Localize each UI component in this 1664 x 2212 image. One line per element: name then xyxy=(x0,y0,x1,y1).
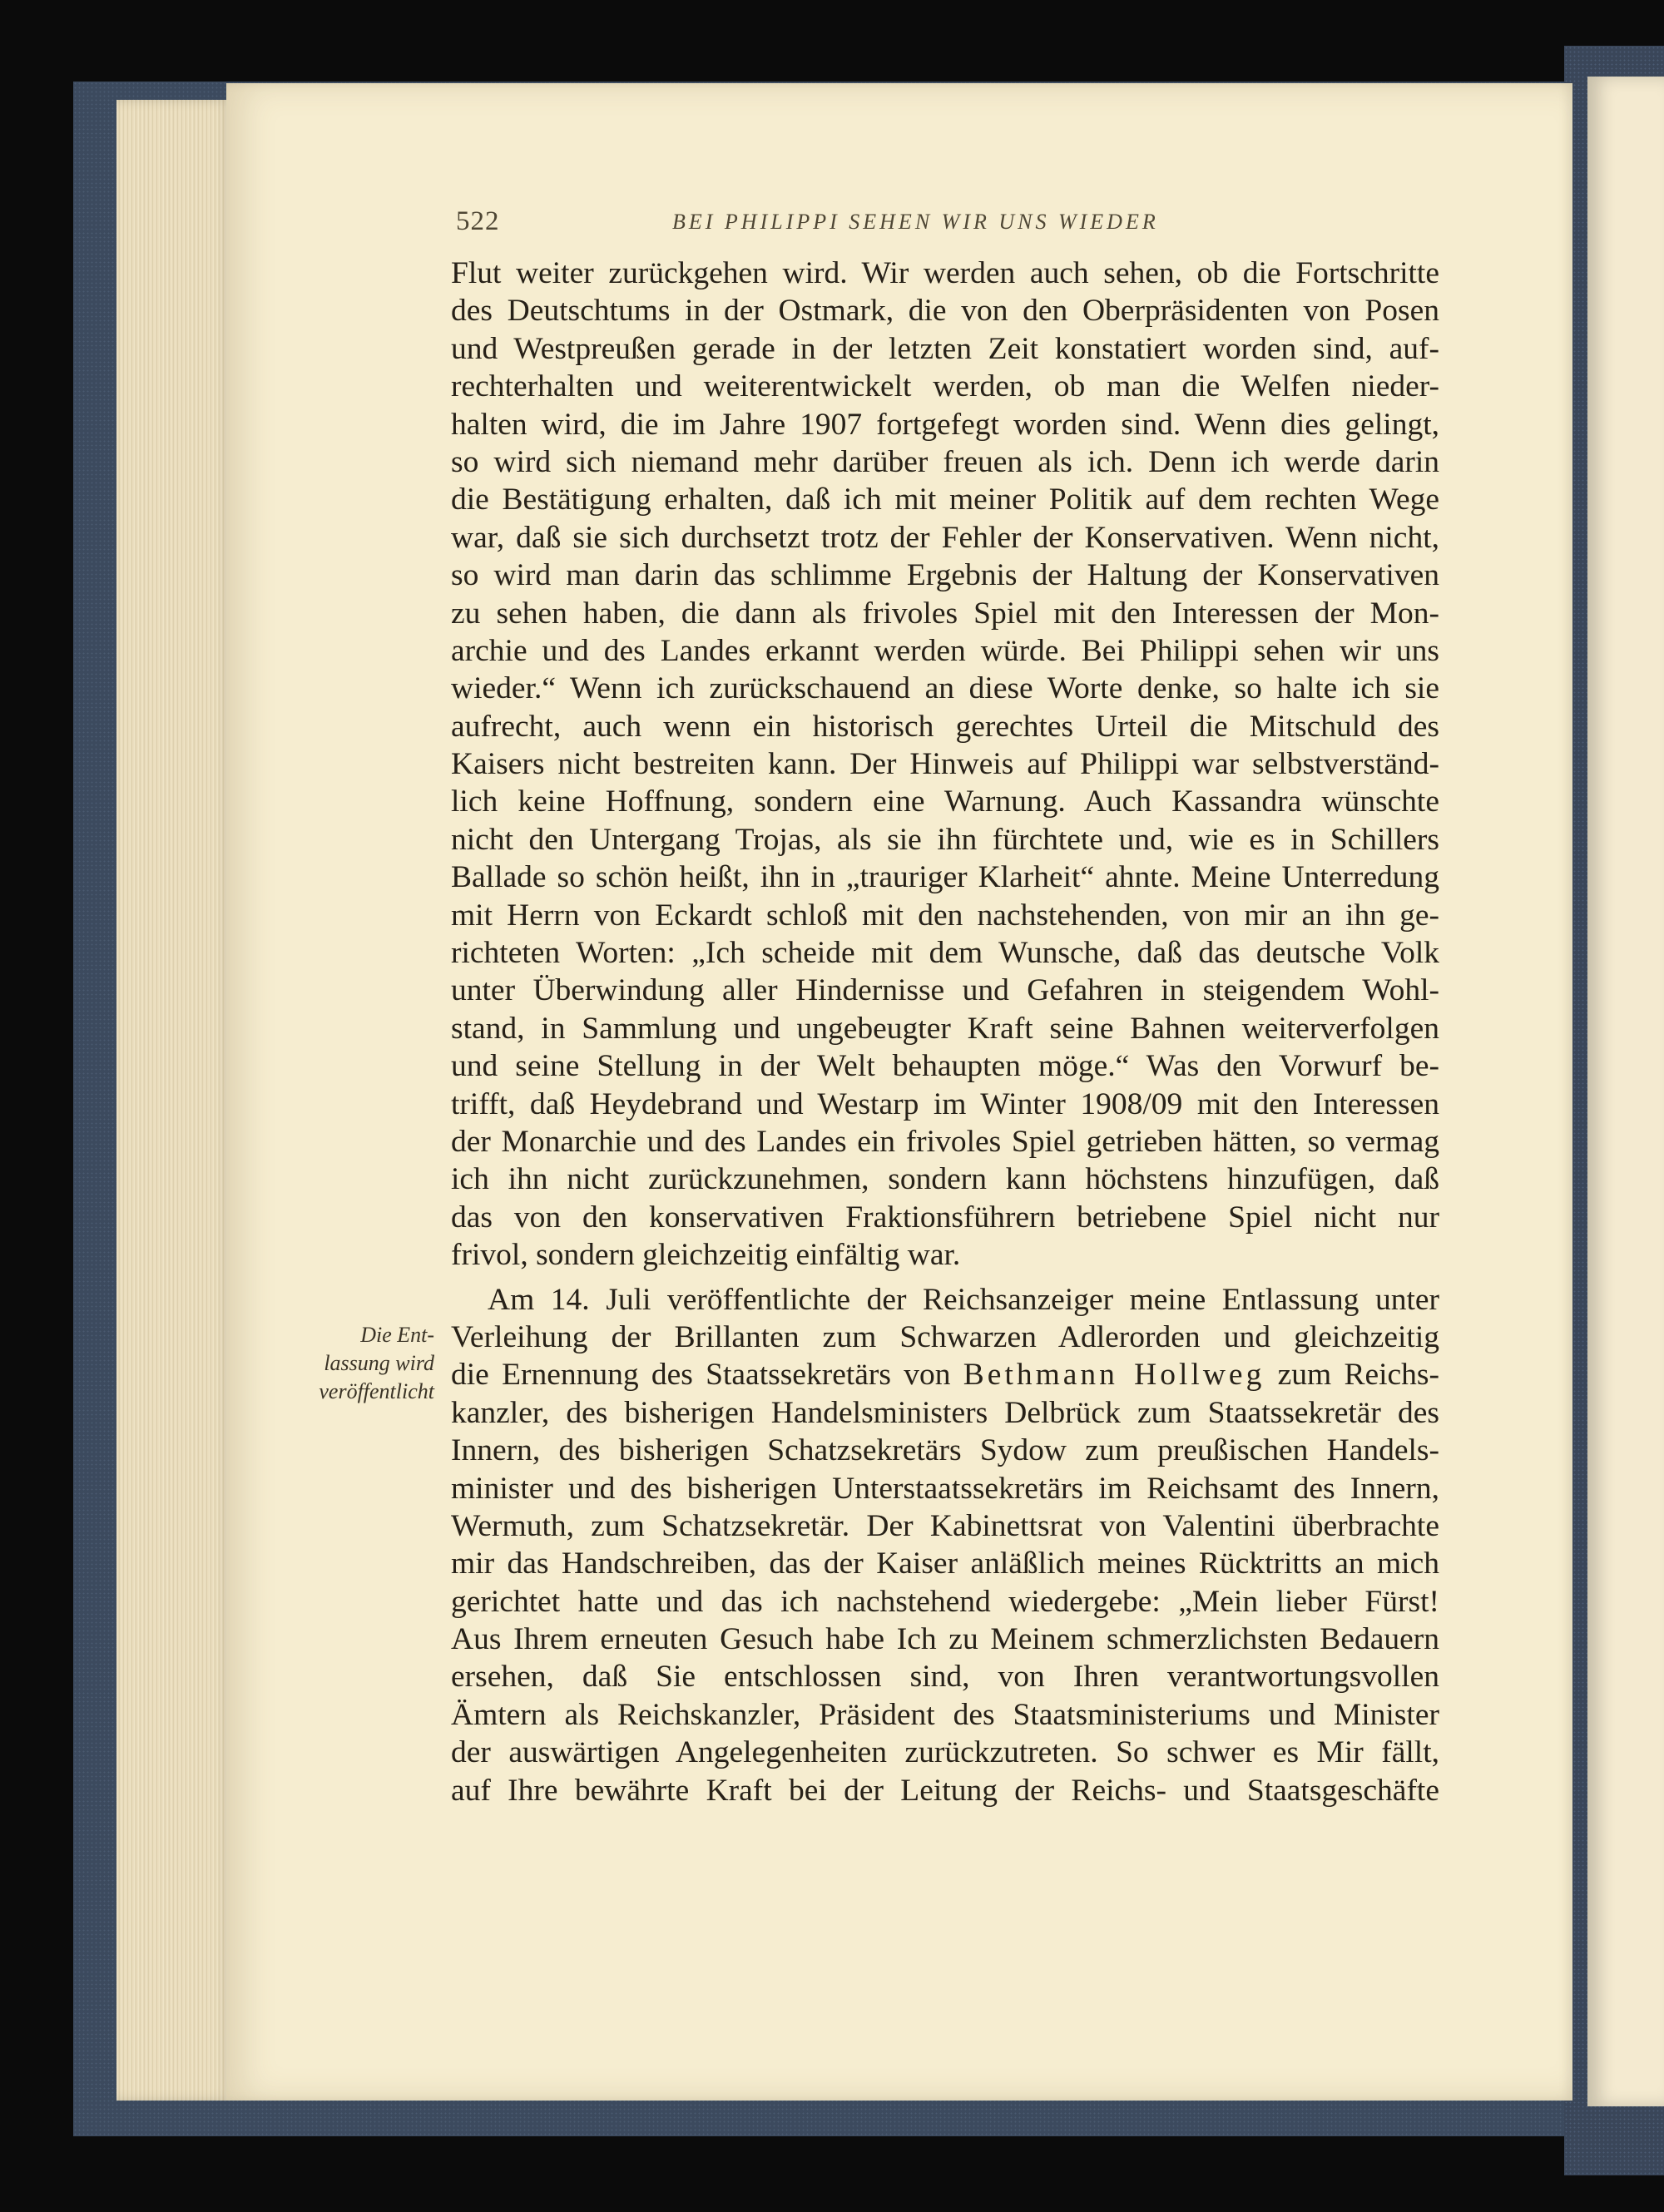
text-line: Ämtern als Reichskanzler, Präsident des Staatsministeriums und Minister xyxy=(451,1697,1439,1732)
text-line: halten wird, die im Jahre 1907 fortgefegt worden sind. Wenn dies gelingt, xyxy=(451,407,1439,442)
margin-note-line: veröffentlicht xyxy=(319,1379,434,1403)
text-line: aufrecht, auch wenn ein historisch gerechtes Urteil die Mitschuld des xyxy=(451,709,1439,744)
text-line: kanzler, des bisherigen Handelsministers Delbrück zum Staatssekretär des xyxy=(451,1395,1439,1430)
text-line: Am 14. Juli veröffentlichte der Reichsanzeiger meine Entlassung unter xyxy=(488,1282,1439,1317)
paragraph-gap xyxy=(451,1274,1439,1281)
text-line: und Westpreußen gerade in der letzten Zeit konstatiert worden sind, auf- xyxy=(451,331,1439,366)
text-line: archie und des Landes erkannt werden würde. Bei Philippi sehen wir uns xyxy=(451,633,1439,668)
page-number: 522 xyxy=(456,206,500,236)
text-line: Kaisers nicht bestreiten kann. Der Hinweis auf Philippi war selbstverständ- xyxy=(451,747,1439,782)
text-line: Innern, des bisherigen Schatzsekretärs Sydow zum preußischen Handels- xyxy=(451,1433,1439,1468)
paragraph-1 xyxy=(451,255,1439,1274)
text-line: Wermuth, zum Schatzsekretär. Der Kabinettsrat von Valentini überbrachte xyxy=(451,1508,1439,1543)
text-line: ersehen, daß Sie entschlossen sind, von Ihren verantwortungsvollen xyxy=(451,1660,1439,1695)
text-line: ich ihn nicht zurückzunehmen, sondern kann höchstens hinzufügen, daß xyxy=(451,1162,1439,1197)
text-line-with-name xyxy=(451,1356,1439,1393)
text-line: so wird man darin das schlimme Ergebnis der Haltung der Konservativen xyxy=(451,558,1439,593)
page-header xyxy=(456,206,1438,248)
text-line: lich keine Hoffnung, sondern eine Warnung. Auch Kassandra wünschte xyxy=(451,784,1439,819)
text-line: das von den konservativen Fraktionsführern betriebene Spiel nicht nur xyxy=(451,1200,1439,1235)
text-line: mir das Handschreiben, das der Kaiser anläßlich meines Rücktritts an mich xyxy=(451,1546,1439,1581)
text-line: mit Herrn von Eckardt schloß mit den nachstehenden, von mir an ihn ge- xyxy=(451,898,1439,933)
text-line: minister und des bisherigen Unterstaatssekretärs im Reichsamt des Innern, xyxy=(451,1471,1439,1506)
text-fragment: zum Reichs- xyxy=(1277,1358,1440,1393)
text-line: der auswärtigen Angelegenheiten zurückzutreten. So schwer es Mir fällt, xyxy=(451,1735,1439,1770)
text-line: Aus Ihrem erneuten Gesuch habe Ich zu Meinem schmerzlichsten Bedauern xyxy=(451,1622,1439,1657)
text-line: zu sehen haben, die dann als frivoles Spiel mit den Interessen der Mon- xyxy=(451,596,1439,631)
margin-note-line: Die Ent- xyxy=(360,1323,434,1347)
next-page-edge xyxy=(1587,77,1664,2106)
text-line: und seine Stellung in der Welt behaupten möge.“ Was den Vorwurf be- xyxy=(451,1049,1439,1084)
text-line: der Monarchie und des Landes ein frivoles Spiel getrieben hätten, so vermag xyxy=(451,1124,1439,1159)
body-text xyxy=(451,255,1439,1809)
text-line: auf Ihre bewährte Kraft bei der Leitung der Reichs- und Staatsgeschäfte xyxy=(451,1773,1439,1808)
paragraph-2 xyxy=(451,1281,1439,1809)
text-line: frivol, sondern gleichzeitig einfältig war. xyxy=(451,1238,961,1273)
text-line: rechterhalten und weiterentwickelt werden, ob man die Welfen nieder- xyxy=(451,369,1439,404)
text-line: nicht den Untergang Trojas, als sie ihn fürchtete und, wie es in Schillers xyxy=(451,822,1439,857)
text-line: Verleihung der Brillanten zum Schwarzen Adlerorden und gleichzeitig xyxy=(451,1319,1439,1354)
text-line: Ballade so schön heißt, ihn in „trauriger Klarheit“ ahnte. Meine Unterredung xyxy=(451,860,1439,895)
text-line: stand, in Sammlung und ungebeugter Kraft seine Bahnen weiterverfolgen xyxy=(451,1011,1439,1046)
text-line: des Deutschtums in der Ostmark, die von den Oberpräsidenten von Posen xyxy=(451,294,1439,329)
text-line: wieder.“ Wenn ich zurückschauend an diese Worte denke, so halte ich sie xyxy=(451,671,1439,706)
running-title: BEI PHILIPPI SEHEN WIR UNS WIEDER xyxy=(672,210,1159,234)
text-line: trifft, daß Heydebrand und Westarp im Winter 1908/09 mit den Interessen xyxy=(451,1086,1439,1121)
text-line: so wird sich niemand mehr darüber freuen als ich. Denn ich werde darin xyxy=(451,444,1439,479)
text-fragment: die Ernennung des Staatssekretärs von xyxy=(451,1358,951,1393)
text-line: die Bestätigung erhalten, daß ich mit meiner Politik auf dem rechten Wege xyxy=(451,482,1439,517)
spaced-name: Bethmann Hollweg xyxy=(963,1358,1265,1393)
text-line: unter Überwindung aller Hindernisse und Gefahren in steigendem Wohl- xyxy=(451,973,1439,1008)
margin-note xyxy=(296,1321,434,1406)
text-line: richteten Worten: „Ich scheide mit dem Wunsche, daß das deutsche Volk xyxy=(451,936,1439,971)
margin-note-line: lassung wird xyxy=(324,1351,434,1375)
text-line: war, daß sie sich durchsetzt trotz der Fehler der Konservativen. Wenn nicht, xyxy=(451,520,1439,555)
text-line: Flut weiter zurückgehen wird. Wir werden auch sehen, ob die Fortschritte xyxy=(451,256,1439,290)
text-line: gerichtet hatte und das ich nachstehend wiedergebe: „Mein lieber Fürst! xyxy=(451,1584,1439,1619)
page-edges xyxy=(116,100,233,2101)
